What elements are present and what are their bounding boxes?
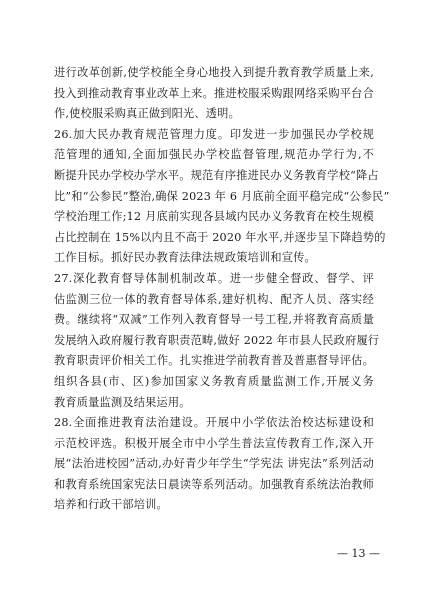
text-line: 范管理的通知,全面加强民办学校监督管理,规范办学行为,不 — [54, 148, 374, 162]
body-text — [54, 63, 390, 516]
text-line: 教育质量监测及结果运用。 — [54, 395, 191, 409]
text-line: 发展纳入政府履行教育职责范畴,做好 2022 年市县人民政府履行 — [54, 333, 380, 347]
paragraph-28-heading-line: 28.全面推进教育法治建设。开展中小学依法治校达标建设和 — [54, 416, 374, 430]
text-line: 培养和行政干部培训。 — [54, 498, 168, 512]
text-line: 进行改革创新,使学校能全身心地投入到提升教育教学质量上来, — [54, 66, 374, 79]
text-line: 工作目标。抓好民办教育法律法规政策培训和宣传。 — [54, 251, 316, 265]
text-line: 断提升民办学校办学水平。规范有序推进民办义务教育学校“降占 — [54, 168, 379, 182]
text-line: 估监测三位一体的教育督导体系,建好机构、配齐人员、落实经 — [54, 292, 374, 306]
page-number: — 13 — — [337, 547, 380, 560]
text-line: 投入到推动教育事业改革上来。推进校服采购跟网络采购平台合 — [54, 86, 374, 100]
paragraph-27-heading-line: 27.深化教育督导体制机制改革。进一步健全督政、督学、评 — [54, 271, 374, 285]
text-line: 教育职责评价相关工作。扎实推进学前教育普及普惠督导评估。 — [54, 354, 374, 368]
text-line: 费。继续将“双减”工作列入教育督导一号工程,并将教育高质量 — [54, 313, 374, 327]
text-line: 展“法治进校园”活动,办好青少年学生“学宪法 讲宪法”系列活动 — [54, 457, 374, 471]
text-line: 组织各县(市、区)参加国家义务教育质量监测工作,开展义务 — [54, 374, 374, 388]
text-line: 学校治理工作;12 月底前实现各县域内民办义务教育在校生规模 — [54, 210, 374, 224]
text-line: 占比控制在 15%以内且不高于 2020 年水平,并逐步呈下降趋势的 — [54, 230, 386, 244]
paragraph-26-heading-line: 26.加大民办教育规范管理力度。印发进一步加强民办学校规 — [54, 127, 374, 141]
text-line: 示范校评选。积极开展全市中小学生普法宣传教育工作,深入开 — [54, 436, 374, 450]
text-line: 和教育系统国家宪法日晨读等系列活动。加强教育系统法治教师 — [54, 477, 374, 491]
text-line: 比”和“公参民”整治,确保 2023 年 6 月底前全面平稳完成“公参民” — [54, 189, 390, 203]
text-line: 作,使校服采购真正做到阳光、透明。 — [54, 107, 240, 121]
